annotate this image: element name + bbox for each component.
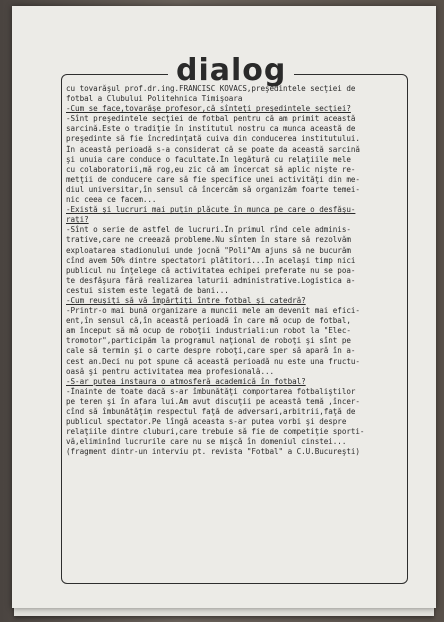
question-line: -Există şi lucruri mai puţin plăcute în munca pe care o desfăşu- [66,205,356,215]
text-line: cest an.Deci nu pot spune că această perioadă nu este una fructu- [66,356,360,366]
text-line: pe teren şi în afara lui.Am avut discuţii pe această temă ,încer- [66,396,360,406]
text-line: fotbal a Clubului Politehnica Timişoara [66,94,243,104]
text-line: diul universitar,în sensul că încercăm să organizăm foarte temei- [66,184,360,194]
text-line: ent,în sensul că,în această perioadă în care mă ocup de fotbal, [66,316,351,326]
text-line: cu colaboratorii,mă rog,eu zic că am încercat să aplic nişte re- [66,164,356,174]
text-line: nic ceea ce facem... [66,195,157,205]
text-line: publicul spectator.Pe lîngă aceasta s-ar putea vorbi şi despre [66,417,347,427]
text-line: publicul nu înţelege că activitatea echipei preferate nu se poa- [66,265,356,275]
question-line: raţi? [66,215,89,225]
text-line: trative,care ne creează probleme.Nu sîntem în stare să rezolvăm [66,235,351,245]
text-line: preşedinte să fie încredinţată cuiva din conducerea institutului. [66,134,360,144]
text-line: metţii de conducere care să fie specifice unei activităţi din me- [66,174,360,184]
text-line: -Înainte de toate dacă s-ar îmbunătăţi comportarea fotbaliştilor [66,386,356,396]
text-line: -Printr-o mai bună organizare a muncii mele am devenit mai efici- [66,306,360,316]
text-line: exploatarea stadionului unde jocnă "Poli"Am ajuns să ne bucurăm [66,245,351,255]
text-line: cînd avem 50% dintre spectatori plătitori...În acelaşi timp nici [66,255,356,265]
text-line: vă,eliminînd lucrurile care nu se mişcă în domeniul cinstei... [66,437,347,447]
text-line: cînd să îmbunătăţim respectul faţă de adversari,arbitrii,faţă de [66,407,356,416]
text-line: cu tovarăşul prof.dr.ing.FRANCISC KOVACS,preşedintele secţiei de [66,84,356,93]
question-line: -Cum se face,tovarăşe profesor,că sînteţi preşedintele secţiei? [66,104,351,114]
text-line: -Sînt o serie de astfel de lucruri.În primul rînd cele adminis- [66,225,351,235]
text-line: oasă şi pentru activitatea mea profesională... [66,366,275,376]
text-line: -Sînt preşedintele secţiei de fotbal pentru că am primit această [66,114,356,124]
text-line: relaţiile dintre cluburi,care trebuie să fie de competiţie sporti- [66,427,365,437]
interview-text [66,84,406,457]
text-line: te desfăşura fără realizarea laturii administrative.Logistica a- [66,275,356,285]
text-line: sarcină.Este o tradiţie în institutul nostru ca munca această de [66,124,356,134]
page-title: dialog [168,54,294,88]
text-line: (fragment dintr-un interviu pt. revista "Fotbal" a C.U.Bucureşti) [66,447,360,457]
question-line: -S-ar putea instaura o atmosferă academică în fotbal? [66,376,306,386]
text-line: tromotor",participăm la programul naţional de roboţi şi sînt pe [66,336,351,346]
text-line: cestui sistem este legată de bani... [66,285,229,295]
question-line: -Cum reuşiţi să vă împărţiţi între fotbal şi catedră? [66,295,306,305]
text-line: cale să termin şi o carte despre roboţi,care sper să apară în a- [66,346,356,356]
text-line: am început să mă ocup de roboţii industriali:un robot la "Elec- [66,326,351,336]
text-line: şi unuia care conduce o facultate.În legătură cu relaţiile mele [66,154,351,164]
text-line: În această perioadă s-a considerat că se poate da această sarcină [66,144,360,154]
